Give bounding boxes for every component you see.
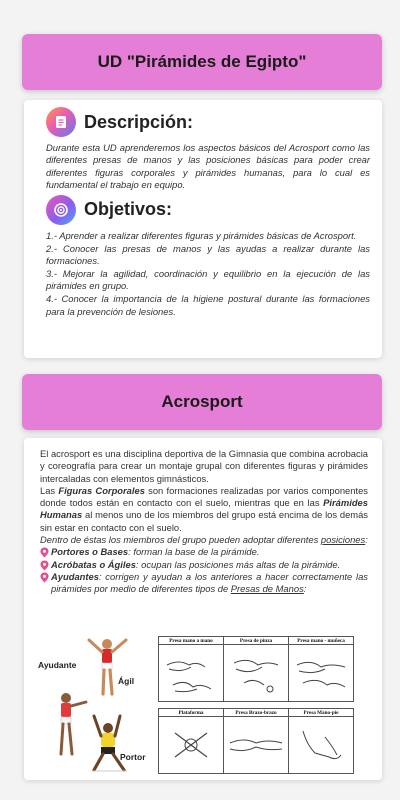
presas-link: Presas de Manos [230, 583, 304, 595]
list-item: Ayudantes: corrigen y ayudan a los anteriores a hacer correctamente las pirámides por medio de diferentes tipos de Presas de Manos: [40, 571, 368, 596]
grip-column: Plataforma [159, 709, 224, 773]
list-item: 4.- Conocer la importancia de la higiene postural durante las formaciones para la prevención de lesiones. [46, 293, 370, 317]
acrosport-paragraph-3: Dentro de éstas los miembros del grupo pueden adoptar diferentes posiciones: [40, 534, 368, 546]
page-title: UD "Pirámides de Egipto" [97, 52, 307, 71]
label-agil: Ágil [118, 676, 135, 686]
acrosport-card [24, 438, 382, 780]
objetivos-heading: Objetivos: [84, 199, 173, 220]
intro-card [24, 100, 382, 358]
acrosport-body [40, 448, 374, 596]
location-pin-icon [40, 572, 49, 583]
grip-table-top [158, 636, 354, 702]
list-item: 1.- Aprender a realizar diferentes figuras y pirámides básicas de Acrosport. [46, 229, 357, 241]
descripcion-header [46, 106, 370, 138]
list-item: Portores o Bases: forman la base de la pirámide. [40, 546, 368, 558]
section-title: Acrosport [161, 392, 243, 411]
descripcion-heading: Descripción: [84, 111, 194, 132]
grip-hand-hand-icon [159, 645, 223, 701]
label-ayudante: Ayudante [38, 660, 77, 670]
grip-column: Presa de pinza [224, 637, 289, 701]
grip-column: Presa Brazo-brazo [224, 709, 289, 773]
grip-hand-foot-icon [289, 717, 353, 773]
acrosport-figures [24, 636, 382, 776]
acrosport-paragraph-2: Las Figuras Corporales son formaciones realizadas por varios componentes donde todos están en contacto con el suelo, mientras que en las Pirámides Humanas al menos uno de los miembros del grupo está encima de los demás sin estar en contacto con el suelo. [40, 484, 368, 533]
grip-platform-icon [159, 717, 223, 773]
acrosport-intro: El acrosport es una disciplina deportiva de la Gimnasia que combina acrobacia y coreografía para crear un montaje grupal con diferentes figuras y pirámides intercaladas con elementos gimnásticos. [40, 448, 368, 484]
grip-hand-wrist-icon [289, 645, 353, 701]
location-pin-icon [40, 547, 49, 558]
target-icon [46, 195, 76, 225]
descripcion-text: Durante esta UD aprenderemos los aspectos básicos del Acrosport como las diferentes presas de manos y las posiciones básicas para poder crear diferentes figuras corporales y pirámides humanas, para lo cual es fundamental el trabajo en equipo. [46, 142, 370, 191]
acrosport-banner [22, 374, 382, 430]
list-item: Acróbatas o Ágiles: ocupan las posiciones más altas de la pirámide. [40, 559, 368, 571]
grip-table-bottom [158, 708, 354, 774]
label-portor: Portor [120, 752, 146, 762]
header-banner [22, 34, 382, 90]
grip-arm-arm-icon [224, 717, 288, 773]
objetivos-list [46, 230, 370, 318]
notebook-icon [46, 107, 76, 137]
objetivos-header [46, 194, 370, 226]
grip-column: Presa mano a mano [159, 637, 224, 701]
grip-column: Presa Mano-pie [289, 709, 353, 773]
location-pin-icon [40, 560, 49, 571]
list-item: 3.- Mejorar la agilidad, coordinación y equilibrio en la ejecución de las pirámides en grupo. [46, 267, 370, 292]
list-item: 2.- Conocer las presas de manos y las ayudas a realizar durante las formaciones. [46, 242, 370, 266]
grip-pinza-icon [224, 645, 288, 701]
grip-column: Presa mano - muñeca [289, 637, 353, 701]
